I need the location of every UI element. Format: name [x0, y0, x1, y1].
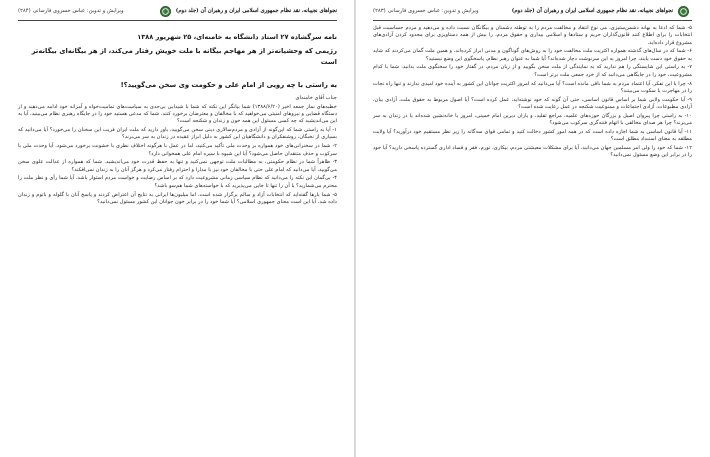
author-credit: ویرایش و تدوین: عباس خسروی فارسانی	[387, 8, 479, 14]
header-author-group	[18, 8, 124, 14]
author-credit: ویرایش و تدوین: عباس خسروی فارسانی	[32, 8, 124, 14]
book-title: نجواهای نجیبانه، نقد نظام جمهوری اسلامی ایران و رهبران آن (جلد دوم)	[511, 8, 673, 14]
page-number: (۲۸۳)	[373, 8, 386, 14]
paragraph: ۳- ظاهراً شما در نظام حکومتی، به مطالبات ملت توجهی نمی‌کنید و تنها به حفظ قدرت خود می‌اندیشید. شما که همواره از عدالت علوی سخن می‌گویید، آیا می‌دانید که امام علی حتی با مخالفان خود نیز با مدارا و احترام رفتار می‌کرد و هرگز آنان را به زندان نمی‌افکند؟	[18, 159, 337, 173]
paragraph: ۲- شما در سخنرانی‌های خود همواره بر وحدت ملی تأکید می‌کنید، اما در عمل با هرگونه اختلاف نظری با خشونت برخورد می‌شود. آیا وحدت ملی با سرکوب و حذف منتقدان حاصل می‌شود؟ آیا این شیوه با سیره امام علی همخوانی دارد؟	[18, 143, 337, 157]
paragraph: ۷- به راستی این شایستگی را هم ندارید که به نمایندگی از ملت سخن بگویید و از زبان مردم، در گفتار خود را سخنگوی ملت بدانید. شما با کدام مشروعیت، خود را در جایگاهی می‌دانید که از خرد جمعی ملت برتر است؟	[373, 64, 692, 78]
paragraph: ۶- شما که در سال‌های گذشته همواره اکثریت ملت مخالفت خود را به روش‌های گوناگون و مدنی ابراز کرده‌اند، و همین ملت گمان می‌کردند که شاید به حقوق خود دست یابند، چرا امروز به این سرنوشت دچار شده‌اند؟ آیا شما به عنوان رهبر نظام، پاسخگوی این وضع نیستید؟	[373, 48, 692, 62]
paragraph: ۹- آیا حکومت ولایی شما بر اساس قانون اساسی، حتی آن گونه که خود نوشته‌اید، عمل کرده است؟ آیا اصول مربوط به حقوق ملت، آزادی بیان، آزادی مطبوعات، آزادی اجتماعات و ممنوعیت شکنجه در عمل رعایت شده است؟	[373, 96, 692, 110]
emblem-icon	[678, 6, 689, 17]
header-title-group	[512, 6, 692, 17]
right-page	[355, 0, 710, 457]
page-header	[373, 4, 692, 21]
paragraph: ۵- شما که ادعا به بهانه دشمن‌ستیزی، می نوع انتقاد و مخالفت مردم را به توطئه دشمنان و بیگانگان نسبت داده و می‌دهید و مردم حساسیت قبل انتخابات را برای اطلاع کنند قانون‌گذاران حریم و ستادها و اسلامی بیداری و حقوق مردم، را بیش از همه دستاویزی برای محدود کردن آزادی‌های مشروع قرار داده‌اید.	[373, 25, 692, 46]
paragraph: ۱۰- به راستی چرا پیروان اصیل و بزرگان حوزه‌های علمیه، مراجع تقلید، و یاران دیرین امام خمینی، امروز یا خانه‌نشین شده‌اند یا در زندان به سر می‌برند؟ چرا هر صدای مخالفی با اتهام فتنه‌گری سرکوب می‌شود؟	[373, 112, 692, 127]
paragraph: ۱- آیا به راستی شما که این‌گونه از آزادی و مردم‌سالاری دینی سخن می‌گویید، باور دارید که ملت ایران فریب این سخنان را می‌خورد؟ آیا می‌دانید که بسیاری از نخبگان، روشنفکران و دانشگاهیان این کشور به دلیل ابراز عقیده در زندان به سر می‌برند؟	[18, 127, 337, 141]
paragraph: ۱۲- شما که خود را ولی امر مسلمین جهان می‌دانید، آیا برای مشکلات معیشتی مردم، بیکاری، تورم، فقر و فساد اداری گسترده پاسخی دارید؟ آیا خود را در برابر این وضع مسئول نمی‌دانید؟	[373, 144, 692, 159]
letter-title: نامه سرگشاده ۲۷ استاد دانشگاه به خامنه‌ای، ۲۵ شهریور ۱۳۸۸	[137, 33, 337, 41]
highlight-quote: رژیمی که وحشیانه‌تر از هر مهاجم بیگانه با ملت خویش رفتار می‌کند، از هر بیگانه‌ای بیگانه‌تر است	[31, 47, 337, 66]
salutation: جناب آقای خامنه‌ای	[295, 95, 337, 101]
emblem-icon	[160, 6, 171, 17]
page-header	[18, 4, 337, 21]
spacer	[18, 70, 337, 78]
paragraph: ۱۱- آیا قانون اساسی به شما اجازه داده است که در همه امور کشور دخالت کنید و تمامی قوای سه‌گانه را زیر نظر مستقیم خود درآورید؟ آیا ولایت مطلقه به معنای استبداد مطلق است؟	[373, 128, 692, 143]
page-number: (۲۸۴)	[18, 8, 31, 14]
paragraph: ۴- بی‌گمان این نکته را می‌دانید که نظام سیاسی زمانی مشروعیت دارد که بر اساس رضایت و خواست مردم استوار باشد. آیا شما رأی و نظر ملت را محترم می‌شمارید؟ یا آن را تنها تا جایی می‌پذیرید که با خواسته‌های شما هم‌سو باشد؟	[18, 175, 337, 189]
page-body	[373, 25, 692, 160]
highlight-quote: به راستی با چه رویی از امام علی و حکومت وی سخن می‌گویید؟!	[120, 81, 337, 89]
header-title-group	[157, 6, 337, 17]
paragraph: ۵- شما بارها گفته‌اید که انتخابات آزاد و سالم برگزار شده است، اما میلیون‌ها ایرانی به نتایج آن اعتراض کردند و پاسخ آنان با گلوله و باتوم و زندان داده شد. آیا این است معنای جمهوری اسلامی؟ آیا شما خود را در برابر خون جوانان این کشور مسئول نمی‌دانید؟	[18, 191, 337, 205]
book-title: نجواهای نجیبانه، نقد نظام جمهوری اسلامی ایران و رهبران آن (جلد دوم)	[175, 8, 337, 14]
paragraph: ۸- چرا با این تفکر، آیا اعتماد مردم به شما باقی مانده است؟ آیا می‌دانید که امروز اکثریت جوانان این کشور به آینده خود امیدی ندارند و تنها راه نجات را در مهاجرت یا سکوت می‌بینند؟	[373, 80, 692, 94]
header-author-group	[373, 8, 479, 14]
paragraph: خطبه‌های نماز جمعه اخیر (۱۳۸۸/۶/۲۰) شما بیانگر این نکته که شما با شیدایی بی‌حدی به سیاست‌های تمامیت‌خواه و آمرانه خود ادامه می‌دهید و از دستگاه قضایی و نیروهای امنیتی می‌خواهید که با مخالفان و معترضان برخورد کنند. شما که مدعی هستید خود را در جایگاه رهبری نظام می‌بینید، آیا به این می‌اندیشید که چه کسی مسئول این همه خون و زندان و شکنجه است؟	[18, 103, 337, 125]
page-body	[18, 95, 337, 206]
